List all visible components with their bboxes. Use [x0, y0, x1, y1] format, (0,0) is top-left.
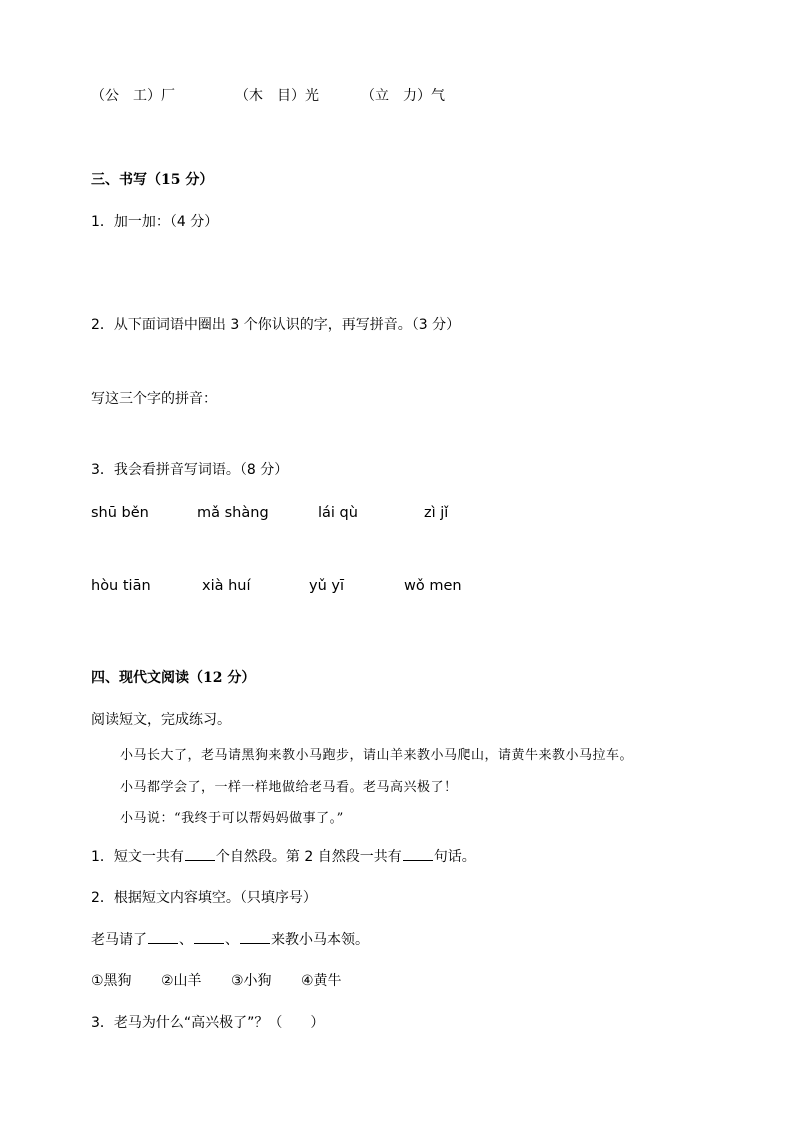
char-choice-1: （公 工）厂 — [91, 88, 175, 104]
char-choice-2: （木 目）光 — [235, 88, 319, 104]
pinyin-item: hòu tiān — [91, 578, 151, 594]
fill-text-a: 老马请了 — [91, 932, 147, 948]
section-3-question-1: 1．加一加：（4 分） — [91, 214, 219, 230]
pinyin-item: xià huí — [202, 578, 251, 594]
section-3-title: 三、书写（15 分） — [91, 172, 214, 188]
answer-blank[interactable] — [185, 846, 215, 861]
separator: 、 — [225, 932, 239, 948]
section-4-title: 四、现代文阅读（12 分） — [91, 670, 256, 686]
pinyin-item: mǎ shàng — [197, 505, 269, 521]
section-4-q2-fill — [91, 929, 369, 950]
answer-blank[interactable] — [148, 929, 178, 944]
passage-paragraph-2: 小马都学会了，一样一样地做给老马看。老马高兴极了！ — [120, 780, 458, 795]
pinyin-item: zì jǐ — [424, 505, 449, 521]
q1-text-b: 个自然段。第 2 自然段一共有 — [215, 849, 402, 865]
section-3-question-2: 2．从下面词语中圈出 3 个你认识的字，再写拼音。（3 分） — [91, 317, 461, 333]
option-item: ③小狗 — [231, 973, 272, 989]
passage-paragraph-3: 小马说：“我终于可以帮妈妈做事了。” — [120, 811, 344, 826]
answer-blank[interactable] — [240, 929, 270, 944]
section-4-question-2: 2．根据短文内容填空。（只填序号） — [91, 890, 317, 906]
section-3-question-3: 3．我会看拼音写词语。（8 分） — [91, 462, 289, 478]
q1-text-a: 1．短文一共有 — [91, 849, 184, 865]
q1-text-c: 句话。 — [433, 849, 476, 865]
pinyin-item: yǔ yī — [309, 578, 344, 594]
option-item: ②山羊 — [161, 973, 202, 989]
pinyin-item: shū běn — [91, 505, 149, 521]
option-item: ④黄牛 — [301, 973, 342, 989]
fill-text-b: 来教小马本领。 — [271, 932, 369, 948]
pinyin-row-2 — [91, 576, 511, 596]
answer-blank[interactable] — [194, 929, 224, 944]
options-row — [91, 971, 371, 991]
char-choice-3: （立 力）气 — [361, 88, 445, 104]
answer-blank[interactable] — [403, 846, 433, 861]
section-4-instruction: 阅读短文，完成练习。 — [91, 712, 231, 728]
char-choice-row — [91, 86, 491, 106]
pinyin-row-1 — [91, 503, 511, 523]
section-3-q2-prompt: 写这三个字的拼音： — [91, 391, 217, 407]
pinyin-item: wǒ men — [404, 578, 462, 594]
pinyin-item: lái qù — [318, 505, 358, 521]
section-4-question-3: 3．老马为什么“高兴极了”？（ ） — [91, 1015, 325, 1031]
passage-paragraph-1: 小马长大了，老马请黑狗来教小马跑步，请山羊来教小马爬山，请黄牛来教小马拉车。 — [120, 748, 634, 763]
separator: 、 — [179, 932, 193, 948]
section-4-question-1 — [91, 846, 476, 867]
option-item: ①黑狗 — [91, 973, 132, 989]
